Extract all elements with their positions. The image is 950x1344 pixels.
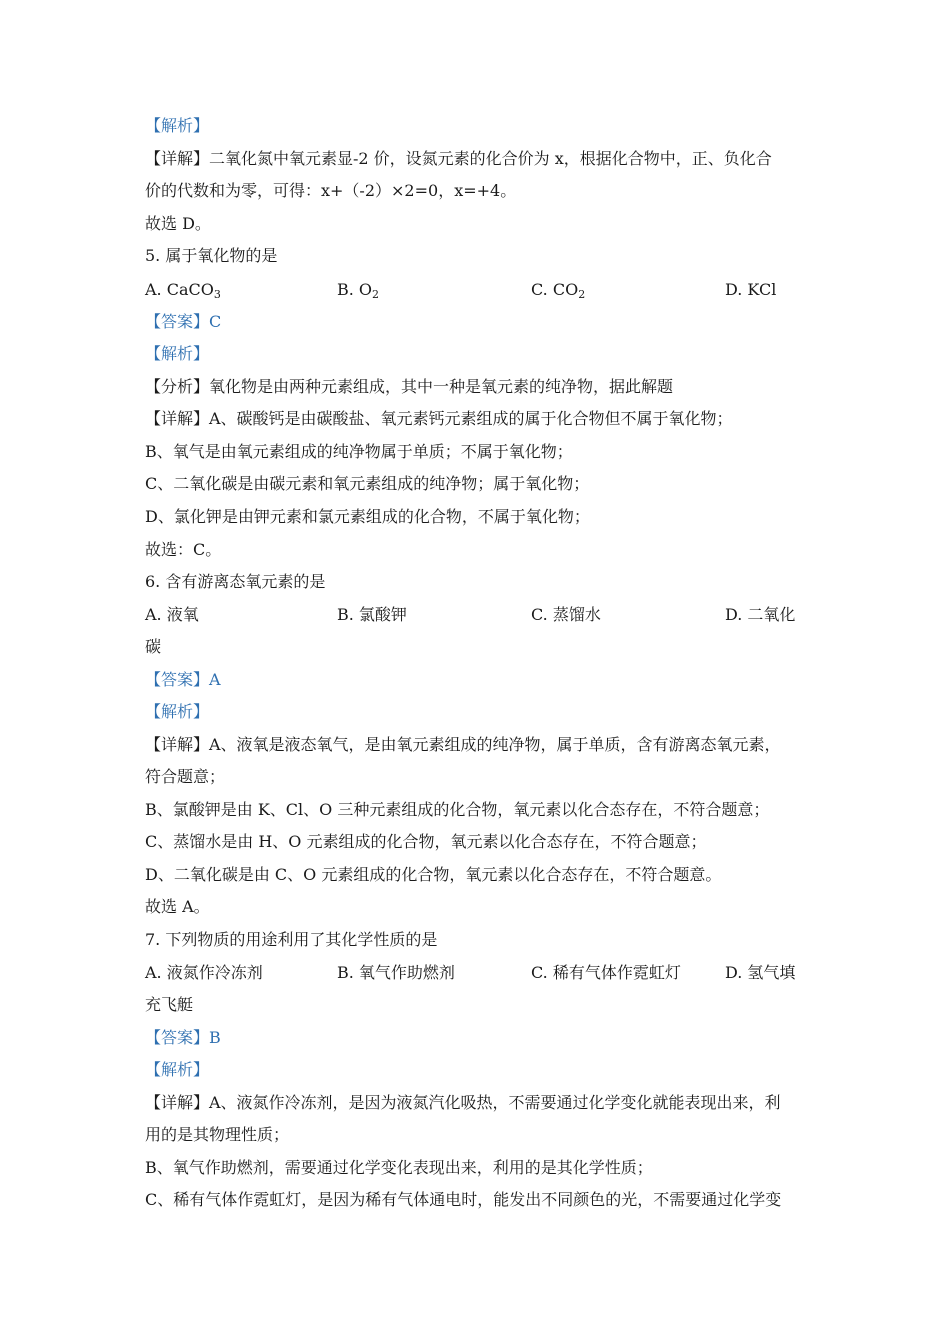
question-stem: 5. 属于氧化物的是 (145, 246, 278, 265)
detail-text: D、氯化钾是由钾元素和氯元素组成的化合物，不属于氧化物； (145, 507, 590, 526)
option-c: C. 稀有气体作霓虹灯 (531, 963, 681, 982)
answer-label: 【答案】B (145, 1028, 221, 1047)
detail-text: 符合题意； (145, 767, 226, 786)
conclusion-text: 故选：C。 (145, 540, 222, 559)
detail-text: C、稀有气体作霓虹灯，是因为稀有气体通电时，能发出不同颜色的光，不需要通过化学变 (145, 1190, 782, 1209)
option-a: A. 液氧 (145, 605, 199, 624)
detail-text: 【详解】A、液氮作冷冻剂，是因为液氮汽化吸热，不需要通过化学变化就能表现出来，利 (145, 1093, 781, 1112)
option-d-wrap: 碳 (145, 637, 162, 656)
analysis-heading: 【解析】 (145, 1060, 210, 1079)
answer-label: 【答案】C (145, 312, 222, 331)
detail-text: C、蒸馏水是由 H、O 元素组成的化合物，氧元素以化合态存在，不符合题意； (145, 832, 707, 851)
option-b: B. 氯酸钾 (337, 605, 407, 624)
detail-text: B、氧气是由氧元素组成的纯净物属于单质；不属于氧化物； (145, 442, 573, 461)
conclusion-text: 故选 A。 (145, 897, 210, 916)
detail-text: C、二氧化碳是由碳元素和氧元素组成的纯净物；属于氧化物； (145, 474, 590, 493)
detail-text: 【详解】二氧化氮中氧元素显-2 价，设氮元素的化合价为 x，根据化合物中，正、负化合 (145, 149, 772, 168)
question-stem: 6. 含有游离态氧元素的是 (145, 572, 326, 591)
detail-text: 用的是其物理性质； (145, 1125, 290, 1144)
question-stem: 7. 下列物质的用途利用了其化学性质的是 (145, 930, 438, 949)
option-d: D. 氢气填 (725, 963, 796, 982)
option-d-wrap: 充飞艇 (145, 995, 194, 1014)
analysis-heading: 【解析】 (145, 116, 210, 135)
option-a: A. CaCO$_3$ (145, 280, 221, 301)
analysis-heading: 【解析】 (145, 344, 210, 363)
analysis-heading: 【解析】 (145, 702, 210, 721)
answer-label: 【答案】A (145, 670, 221, 689)
option-a: A. 液氮作冷冻剂 (145, 963, 263, 982)
option-d: D. 二氧化 (725, 605, 796, 624)
detail-text: D、二氧化碳是由 C、O 元素组成的化合物，氧元素以化合态存在，不符合题意。 (145, 865, 722, 884)
conclusion-text: 故选 D。 (145, 214, 211, 233)
option-c: C. 蒸馏水 (531, 605, 601, 624)
analysis-text: 【分析】氧化物是由两种元素组成，其中一种是氧元素的纯净物，据此解题 (145, 377, 674, 396)
detail-text: 价的代数和为零，可得：x+（-2）×2=0，x=+4。 (145, 181, 517, 200)
option-b: B. $O_2$ (337, 280, 380, 301)
option-c: C. $CO_2$ (531, 280, 586, 301)
detail-text: 【详解】A、碳酸钙是由碳酸盐、氧元素钙元素组成的属于化合物但不属于氧化物； (145, 409, 733, 428)
option-b: B. 氧气作助燃剂 (337, 963, 455, 982)
detail-text: 【详解】A、液氧是液态氧气，是由氧元素组成的纯净物，属于单质，含有游离态氧元素， (145, 735, 781, 754)
detail-text: B、氧气作助燃剂，需要通过化学变化表现出来，利用的是其化学性质； (145, 1158, 653, 1177)
detail-text: B、氯酸钾是由 K、Cl、O 三种元素组成的化合物，氧元素以化合态存在，不符合题意； (145, 800, 770, 819)
option-d: D. KCl (725, 280, 777, 299)
